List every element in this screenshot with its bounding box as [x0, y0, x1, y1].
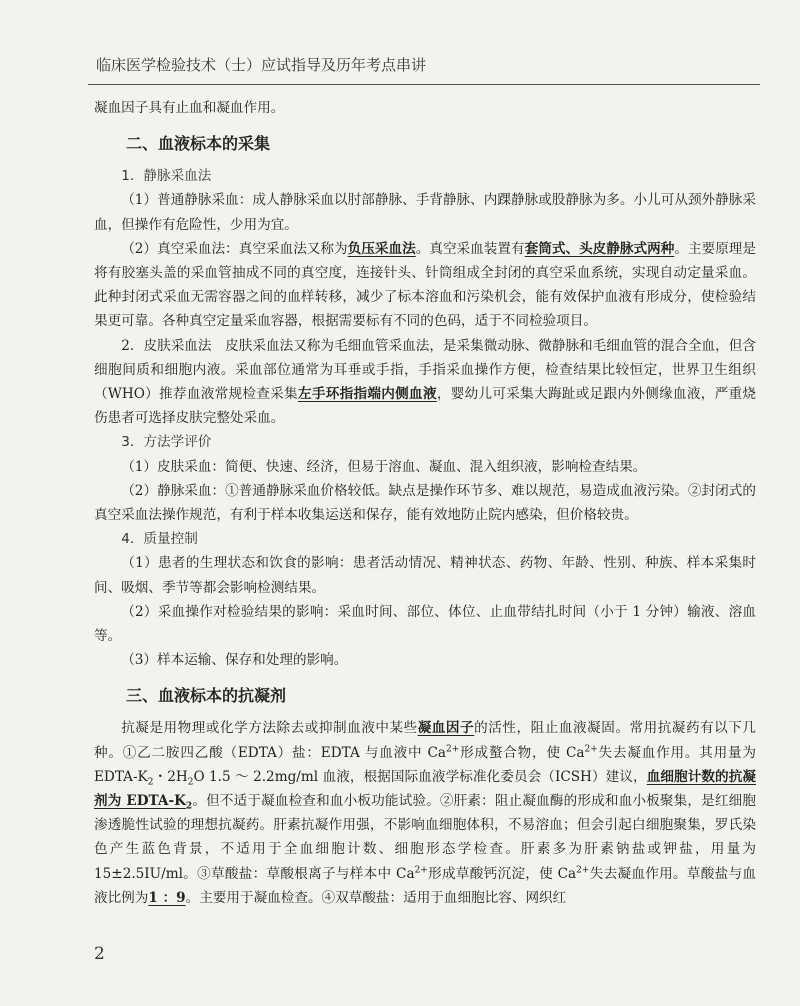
paragraph-eval-skin: （1）皮肤采血：简便、快速、经济，但易于溶血、凝血、混入组织液，影响检查结果。	[121, 458, 647, 475]
text: O 1.5 ～ 2.2mg/ml 血液，根据国际血液学标准化委员会（ICSH）建议，	[193, 768, 647, 785]
page-body	[94, 96, 756, 910]
paragraph-quality-1: （1）患者的生理状态和饮食的影响：患者活动情况、精神状态、药物、年龄、性别、种族、样本采集时间、吸烟、季节等都会影响检测结果。	[94, 555, 756, 596]
text: 抗凝是用物理或化学方法除去或抑制血液中某些	[121, 720, 418, 737]
text: 2．皮肤采血法 皮肤采血法又称为毛细血管采血法，是采集微动脉、微静脉和毛细血管的混合全血，但含细胞间质和细胞内液。采血部位通常为耳垂或手指，手指采血操作方便，检查结果比较恒定，世界卫生组织（WHO）推荐血液常规检查采集	[94, 337, 756, 403]
superscript: 2+	[414, 865, 428, 876]
header-rule	[88, 84, 760, 85]
subhead-quality: 4．质量控制	[121, 531, 198, 548]
subscript: 2	[147, 777, 154, 788]
text: ，婴幼儿可采集大踇趾或足跟内外侧缘血液，严重烧伤患者可选择皮肤完整处采血。	[94, 386, 756, 427]
paragraph-vacuum	[94, 237, 756, 334]
page-number: 2	[94, 944, 105, 964]
text: 。真空采血装置有	[415, 240, 525, 257]
paragraph-quality-2: （2）采血操作对检验结果的影响：采血时间、部位、体位、止血带结扎时间（小于 1 分钟）输液、溶血等。	[94, 603, 756, 645]
paragraph-anticoagulants	[94, 716, 756, 910]
subhead-evaluation: 3．方法学评价	[121, 434, 212, 451]
highlight-ratio: 1 ：9	[148, 889, 186, 906]
text: ・2H	[153, 768, 188, 785]
superscript: 2+	[584, 744, 598, 755]
text: 。但不适于凝血检查和血小板功能试验。②肝素：阻止凝血酶的形成和血小板聚集，是红细胞渗透脆性试验的理想抗凝药。肝素抗凝作用强，不影响血细胞体积，不易溶血；但会引起白细胞聚集，罗氏染色产生蓝色背景，不适用于全血细胞计数、细胞形态学检查。肝素多为肝素钠盐或钾盐，用量为 15±2.5IU/ml。③草酸盐：草酸根离子与样本中 Ca	[94, 793, 756, 882]
highlight-coag-factor: 凝血因子	[417, 720, 475, 737]
subscript: 2	[187, 777, 194, 788]
text: 血细胞计数的抗凝剂为 EDTA-K	[94, 768, 756, 810]
highlight-negative-pressure: 负压采血法	[347, 240, 416, 257]
highlight-device-types: 套筒式、头皮静脉式两种	[524, 240, 675, 257]
superscript: 2+	[576, 865, 590, 876]
running-header: 临床医学检验技术（士）应试指导及历年考点串讲	[96, 56, 427, 74]
text: （2）真空采血法：真空采血法又称为	[121, 240, 348, 257]
text: 。主要原理是将有胶塞头盖的采血管抽成不同的真空度，连接针头、针筒组成全封闭的真空采血系统，实现自动定量采血。此种封闭式采血无需容器之间的血样转移，减少了标本溶血和污染机会，能有效保护血液有形成分，使检验结果更可靠。各种真空定量采血容器，根据需要标有不同的色码，适于不同检验项目。	[94, 240, 757, 330]
subscript: 2	[185, 801, 193, 812]
text: 形成草酸钙沉淀，使 Ca	[427, 865, 577, 882]
section-3-title: 三、血液标本的抗凝剂	[126, 686, 287, 706]
intro-line: 凝血因子具有止血和凝血作用。	[94, 100, 285, 116]
paragraph-quality-3: （3）样本运输、保存和处理的影响。	[121, 652, 348, 669]
text: 形成螯合物，使 Ca	[459, 744, 585, 761]
text: 失去凝血作用。其用量为 EDTA-K	[94, 744, 757, 785]
section-2-title: 二、血液标本的采集	[126, 134, 271, 154]
paragraph-venous-normal: （1）普通静脉采血：成人静脉采血以肘部静脉、手背静脉、内踝静脉或股静脉为多。小儿可从颈外静脉采血，但操作有危险性，少用为宜。	[94, 192, 756, 233]
subhead-venous: 1．静脉采血法	[121, 168, 212, 185]
text: 。主要用于凝血检查。④双草酸盐：适用于血细胞比容、网织红	[185, 889, 567, 906]
text: 的活性，阻止血液凝固。常用抗凝药有以下几种。①乙二胺四乙酸（EDTA）盐：EDTA 与血液中 Ca	[94, 720, 757, 761]
highlight-finger-site: 左手环指指端内侧血液	[297, 386, 437, 403]
paragraph-eval-venous: （2）静脉采血：①普通静脉采血价格较低。缺点是操作环节多、难以规范，易造成血液污染。②封闭式的真空采血法操作规范，有利于样本收集运送和保存，能有效地防止院内感染，但价格较贵。	[94, 482, 756, 524]
superscript: 2+	[446, 744, 460, 755]
paragraph-skin	[94, 334, 756, 431]
text: 失去凝血作用。草酸盐与血液比例为	[94, 865, 757, 906]
